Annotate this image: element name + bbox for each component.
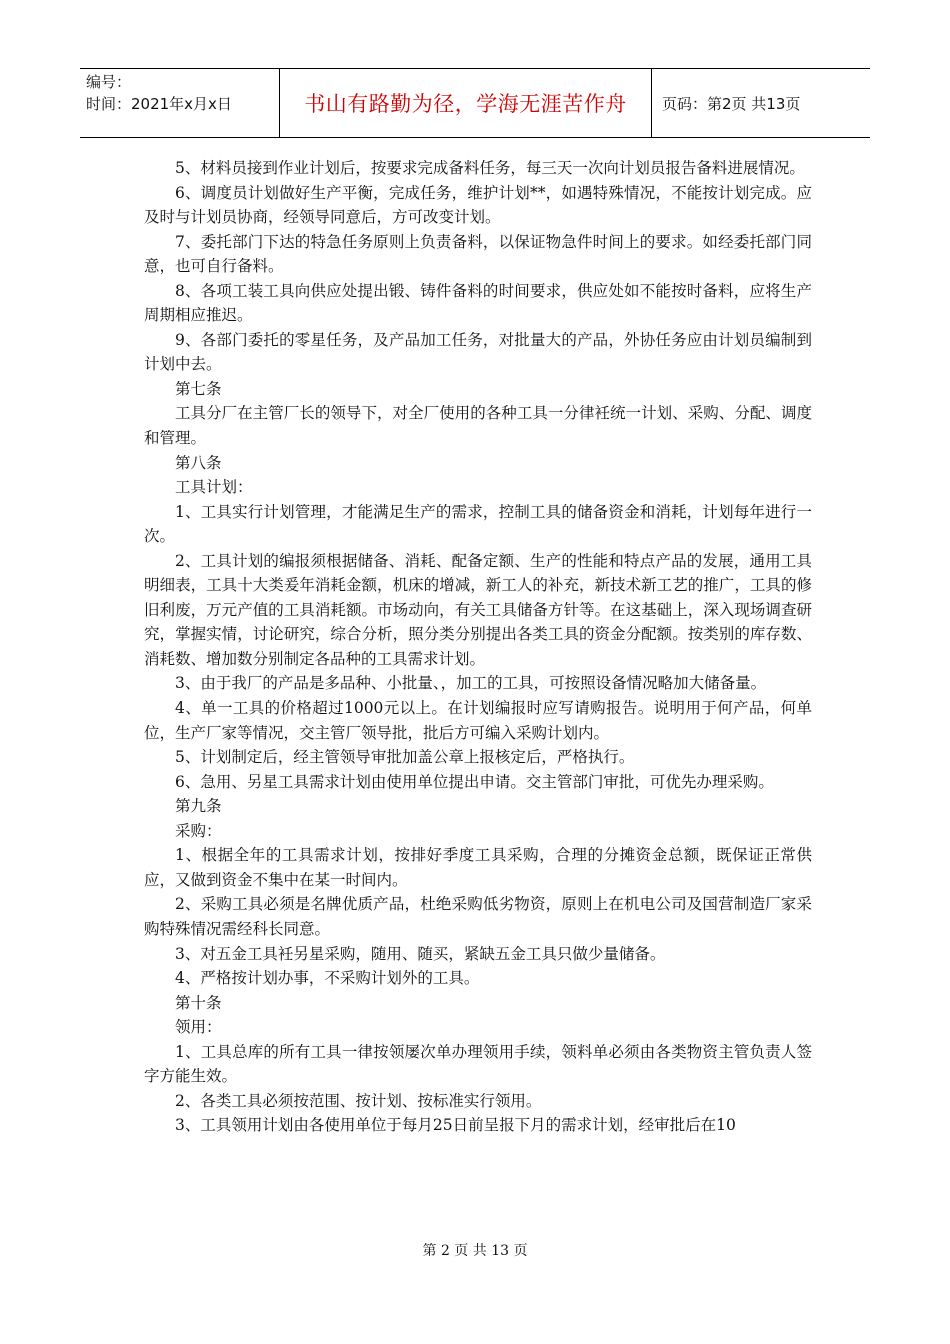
section-label: 领用： [175,1018,222,1037]
document-body [144,156,812,1138]
page-footer: 第 2 页 共 13 页 [422,1243,528,1259]
section-label: 采购： [175,821,222,840]
paragraph: 3、工具领用计划由各使用单位于每月25日前呈报下月的需求计划，经审批后在10 [175,1116,736,1135]
header-motto: 书山有路勤为径，学海无涯苦作舟 [280,69,652,137]
article-heading: 第九条 [175,797,222,816]
paragraph: 1、工具总库的所有工具一律按领屡次单办理领用手续，领料单必须由各类物资主管负责人签字方能生效。 [144,1042,812,1086]
doc-number-label: 编号： [86,73,132,91]
paragraph: 2、各类工具必须按范围、按计划、按标准实行领用。 [175,1091,542,1110]
paragraph: 4、单一工具的价格超过1000元以上。在计划编报时应写请购报告。说明用于何产品，何单位，生产厂家等情况，交主管厂领导批，批后方可编入采购计划内。 [144,699,812,742]
paragraph: 5、计划制定后，经主管领导审批加盖公章上报核定后，严格执行。 [175,748,635,767]
paragraph: 2、采购工具必须是名牌优质产品，杜绝采购低劣物资，原则上在机电公司及国营制造厂家采购特殊情况需经科长同意。 [144,895,812,938]
section-label: 工具计划： [175,478,253,497]
paragraph: 3、对五金工具衽另星采购，随用、随买，紧缺五金工具只做少量储备。 [175,944,666,963]
document-header [80,68,870,138]
article-heading: 第七条 [175,379,222,398]
paragraph: 5、材料员接到作业计划后，按要求完成备料任务，每三天一次向计划员报告备料进展情况。 [175,159,805,177]
date-label: 时间：2021年x月x日 [86,95,232,113]
article-heading: 第十条 [175,993,222,1012]
paragraph: 4、严格按计划办事，不采购计划外的工具。 [175,969,480,988]
paragraph: 9、各部门委托的零星任务，及产品加工任务，对批量大的产品，外协任务应由计划员编制到计划中去。 [144,330,812,374]
paragraph: 1、根据全年的工具需求计划，按排好季度工具采购，合理的分摊资金总额，既保证正常供应，又做到资金不集中在某一时间内。 [144,846,812,889]
paragraph: 7、委托部门下达的特急任务原则上负责备料，以保证物急件时间上的要求。如经委托部门同意，也可自行备料。 [144,232,812,276]
article-heading: 第八条 [175,453,222,472]
header-meta [80,69,280,137]
paragraph: 6、调度员计划做好生产平衡，完成任务，维护计划**，如遇特殊情况，不能按计划完成。应及时与计划员协商，经领导同意后，方可改变计划。 [144,183,812,227]
paragraph: 8、各项工装工具向供应处提出锻、铸件备料的时间要求，供应处如不能按时备料，应将生产周期相应推迟。 [144,281,812,325]
header-page-info: 页码：第2页 共13页 [662,94,801,113]
paragraph: 工具分厂在主管厂长的领导下，对全厂使用的各种工具一分律衽统一计划、采购、分配、调度和管理。 [144,404,812,448]
paragraph: 6、急用、另星工具需求计划由使用单位提出申请。交主管部门审批，可优先办理采购。 [175,772,774,791]
paragraph: 2、工具计划的编报须根据储备、消耗、配备定额、生产的性能和特点产品的发展，通用工具明细表，工具十大类爰年消耗金额，机床的增减，新工人的补充，新技术新工艺的推广，工具的修旧利废，万元产值的工具消耗额。市场动向，有关工具储备方针等。在这基础上，深入现场调查研究，掌握实情，讨论研究，综合分析，照分类分别提出各类工具的资金分配额。按类别的库存数、消耗数、增加数分别制定各品种的工具需求计划。 [144,551,812,668]
paragraph: 1、工具实行计划管理，才能满足生产的需求，控制工具的储备资金和消耗，计划每年进行一次。 [144,502,812,546]
paragraph: 3、由于我厂的产品是多品种、小批量、，加工的工具，可按照设备情况略加大储备量。 [175,674,767,693]
